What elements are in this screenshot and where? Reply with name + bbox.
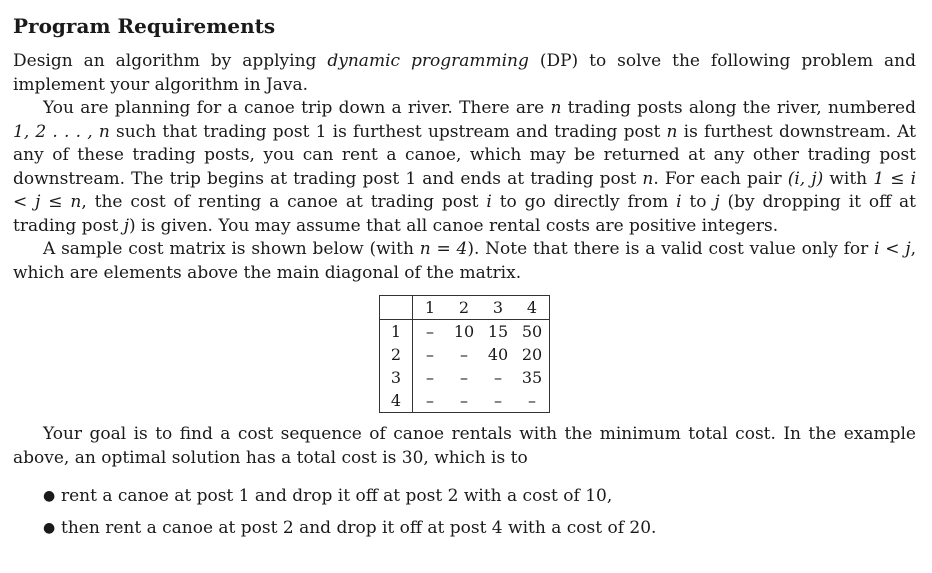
matrix-row-header: 2 bbox=[380, 343, 413, 366]
bullet-icon: ● bbox=[43, 520, 56, 536]
matrix-col-header: 3 bbox=[481, 296, 515, 320]
p2-math: 1 ≤ i < j ≤ n bbox=[13, 168, 917, 212]
matrix-cell: 50 bbox=[521, 322, 543, 341]
matrix-cell: – bbox=[426, 391, 434, 410]
matrix-cell: – bbox=[460, 391, 468, 410]
matrix-corner bbox=[380, 296, 413, 320]
matrix-col-header: 2 bbox=[447, 296, 481, 320]
matrix-cell: – bbox=[460, 368, 468, 387]
bullet-icon: ● bbox=[43, 488, 56, 504]
p2-text: with bbox=[823, 168, 874, 189]
matrix-cell: – bbox=[494, 368, 502, 387]
list-item bbox=[43, 480, 916, 512]
p2-math: n bbox=[642, 168, 654, 189]
matrix-cell: – bbox=[528, 391, 536, 410]
solution-steps-list bbox=[13, 480, 916, 544]
p2-text: to bbox=[681, 192, 715, 212]
matrix-row-header: 4 bbox=[380, 389, 413, 413]
matrix-row bbox=[380, 320, 550, 344]
p2-text: , the cost of renting a canoe at trading post bbox=[81, 192, 487, 212]
p2-text: trading posts along the river, numbered bbox=[561, 98, 916, 118]
p2-text: such that trading post 1 is furthest upstream and trading post bbox=[109, 121, 667, 142]
p3-math: n = 4 bbox=[419, 239, 468, 259]
section-title: Program Requirements bbox=[13, 14, 276, 38]
p3-text: , which are elements above the main diagonal of the matrix. bbox=[13, 239, 916, 283]
matrix-intro-paragraph bbox=[13, 238, 916, 285]
p3-math: i < j bbox=[874, 239, 911, 259]
p2-text: . For each pair bbox=[653, 168, 788, 189]
matrix-cell: – bbox=[426, 345, 434, 364]
goal-paragraph: Your goal is to find a cost sequence of canoe rentals with the minimum total cost. In the example above, an optimal solution has a total cost is 30, which is to bbox=[13, 424, 916, 468]
list-item-text: then rent a canoe at post 2 and drop it off at post 4 with a cost of 20. bbox=[61, 518, 657, 538]
matrix-col-header: 1 bbox=[413, 296, 448, 320]
p2-math: 1, 2 . . . , n bbox=[13, 121, 110, 142]
p2-text: is furthest downstream. At any of these trading posts, you can rent a canoe, which may be returned at any other trading post downstream. The trip begins at trading post 1 and ends at trading post bbox=[13, 121, 916, 189]
matrix-row bbox=[380, 389, 550, 413]
matrix-col-header: 4 bbox=[515, 296, 550, 320]
problem-paragraph bbox=[13, 97, 916, 238]
matrix-row bbox=[380, 366, 550, 389]
matrix-row bbox=[380, 343, 550, 366]
intro-emphasis: dynamic programming bbox=[327, 51, 529, 71]
matrix-cell: – bbox=[460, 345, 468, 364]
matrix-cell: 20 bbox=[521, 345, 543, 364]
matrix-row-header: 3 bbox=[380, 366, 413, 389]
list-item-text: rent a canoe at post 1 and drop it off at post 2 with a cost of 10, bbox=[61, 486, 613, 506]
matrix-cell: 15 bbox=[487, 322, 509, 341]
p2-math: j bbox=[123, 215, 130, 236]
p2-math: j bbox=[714, 192, 720, 212]
matrix-cell: 35 bbox=[521, 368, 543, 387]
intro-text-1: Design an algorithm by applying bbox=[13, 51, 328, 71]
p2-text: You are planning for a canoe trip down a river. There are bbox=[43, 98, 551, 118]
matrix-cell: – bbox=[426, 368, 434, 387]
intro-paragraph bbox=[13, 50, 916, 97]
p2-text: ) is given. You may assume that all canoe rental costs are positive integers. bbox=[129, 215, 779, 236]
matrix-cell: 40 bbox=[487, 345, 509, 364]
intro-text-2: (DP) to solve the following problem and implement your algorithm in Java. bbox=[13, 51, 916, 95]
p3-text: ). Note that there is a valid cost value only for bbox=[467, 239, 875, 259]
matrix-row-header: 1 bbox=[380, 320, 413, 344]
cost-matrix bbox=[379, 295, 550, 413]
p2-math: (i, j) bbox=[787, 168, 824, 189]
p2-text: (by dropping it off at trading post bbox=[13, 192, 916, 236]
p2-math: i bbox=[676, 192, 682, 212]
p2-text: to go directly from bbox=[491, 192, 677, 212]
p2-math: n bbox=[550, 98, 562, 118]
matrix-cell: 10 bbox=[453, 322, 475, 341]
cost-matrix-wrapper bbox=[13, 295, 916, 413]
p3-text: A sample cost matrix is shown below (with bbox=[43, 239, 420, 259]
matrix-cell: – bbox=[494, 391, 502, 410]
matrix-cell: – bbox=[426, 322, 434, 341]
p2-math: i bbox=[486, 192, 492, 212]
list-item bbox=[43, 512, 916, 544]
p2-math: n bbox=[666, 121, 678, 142]
matrix-header-row bbox=[380, 296, 550, 320]
